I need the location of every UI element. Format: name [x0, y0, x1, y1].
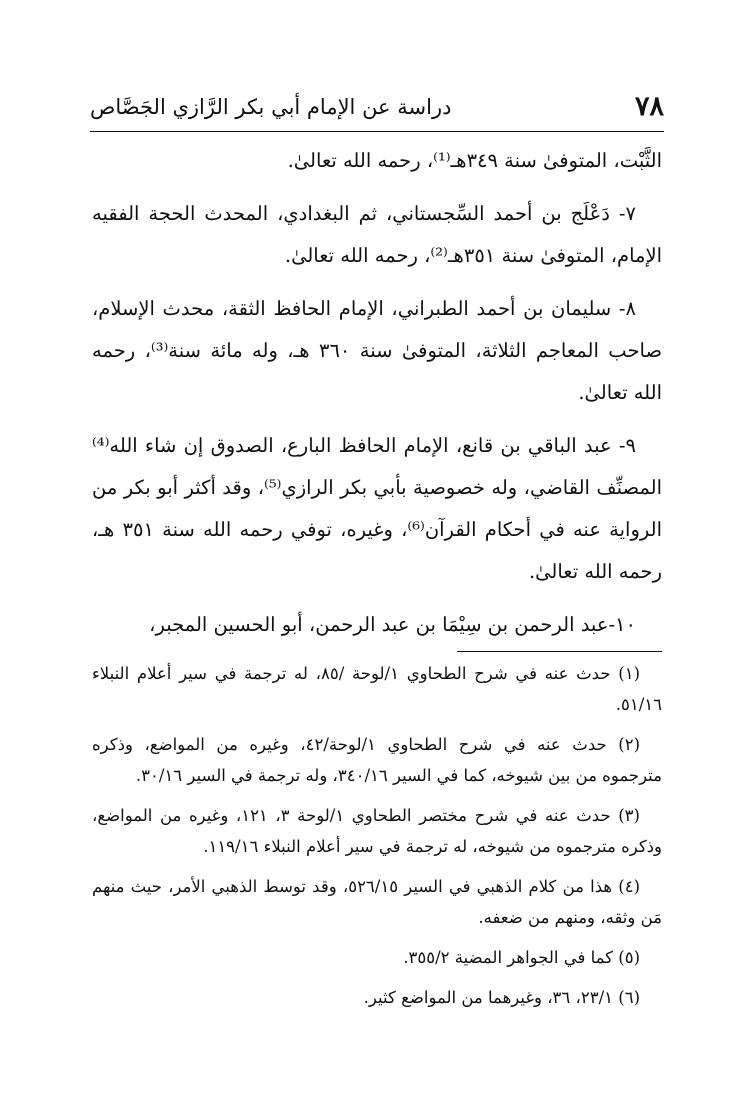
footnote-rule	[457, 651, 662, 652]
paragraph-item-8: ٨- سليمان بن أحمد الطبراني، الإمام الحافظ الثقة، محدث الإسلام، صاحب المعاجم الثلاثة، المتوفىٰ سنة ٣٦٠ هـ، وله مائة سنة⁽³⁾، رحمه الله تعالىٰ.	[92, 297, 663, 404]
page-number: ٧٨	[634, 91, 664, 122]
footnote-1: (١) حدث عنه في شرح الطحاوي ١/لوحة /٨٥، له ترجمة في سير أعلام النبلاء ٥١/١٦.	[92, 664, 662, 714]
paragraph-continuation: الثَّبْت، المتوفىٰ سنة ٣٤٩هـ⁽¹⁾، رحمه الله تعالىٰ.	[287, 149, 662, 172]
paragraph-item-9: ٩- عبد الباقي بن قانع، الإمام الحافظ البارع، الصدوق إن شاء الله⁽⁴⁾ المصنِّف القاضي، وله خصوصية بأبي بكر الرازي⁽⁵⁾، وقد أكثر أبو بكر من الرواية عنه في أحكام القرآن⁽⁶⁾، وغيره، توفي رحمه الله سنة ٣٥١ هـ، رحمه الله تعالىٰ.	[92, 434, 662, 583]
footnote-6: (٦) ٢٣/١، ٣٦، وغيرهما من المواضع كثير.	[363, 988, 640, 1007]
page-header	[90, 88, 664, 128]
footnotes	[92, 658, 662, 1022]
running-title: دراسة عن الإمام أبي بكر الرَّازي الجَصَّاص	[90, 95, 452, 119]
footnote-3: (٣) حدث عنه في شرح مختصر الطحاوي ١/لوحة ٣، ١٢١، وغيره من المواضع، وذكره مترجموه من شيوخه، له ترجمة في سير أعلام النبلاء ١١٩/١٦.	[92, 806, 662, 856]
paragraph-item-7: ٧- دَعْلَج بن أحمد السِّجستاني، ثم البغدادي، المحدث الحجة الفقيه الإمام، المتوفىٰ سنة ٣٥١هـ⁽²⁾، رحمه الله تعالىٰ.	[92, 202, 662, 267]
footnote-2: (٢) حدث عنه في شرح الطحاوي ١/لوحة/٤٢، وغيره من المواضع، وذكره مترجموه من بين شيوخه، كما في السير ٣٤٠/١٦، وله ترجمة في السير ٣٠/١٦.	[92, 735, 662, 785]
footnote-5: (٥) كما في الجواهر المضية ٣٥٥/٢.	[403, 948, 640, 967]
footnote-4: (٤) هذا من كلام الذهبي في السير ٥٢٦/١٥، وقد توسط الذهبي الأمر، حيث منهم مَن وثقه، ومنهم من ضعفه.	[92, 877, 662, 927]
paragraph-item-10: ١٠-عبد الرحمن بن سِيْمَا بن عبد الرحمن، أبو الحسين المجبر،	[149, 613, 636, 636]
header-rule	[90, 131, 664, 132]
body-text	[92, 140, 662, 657]
